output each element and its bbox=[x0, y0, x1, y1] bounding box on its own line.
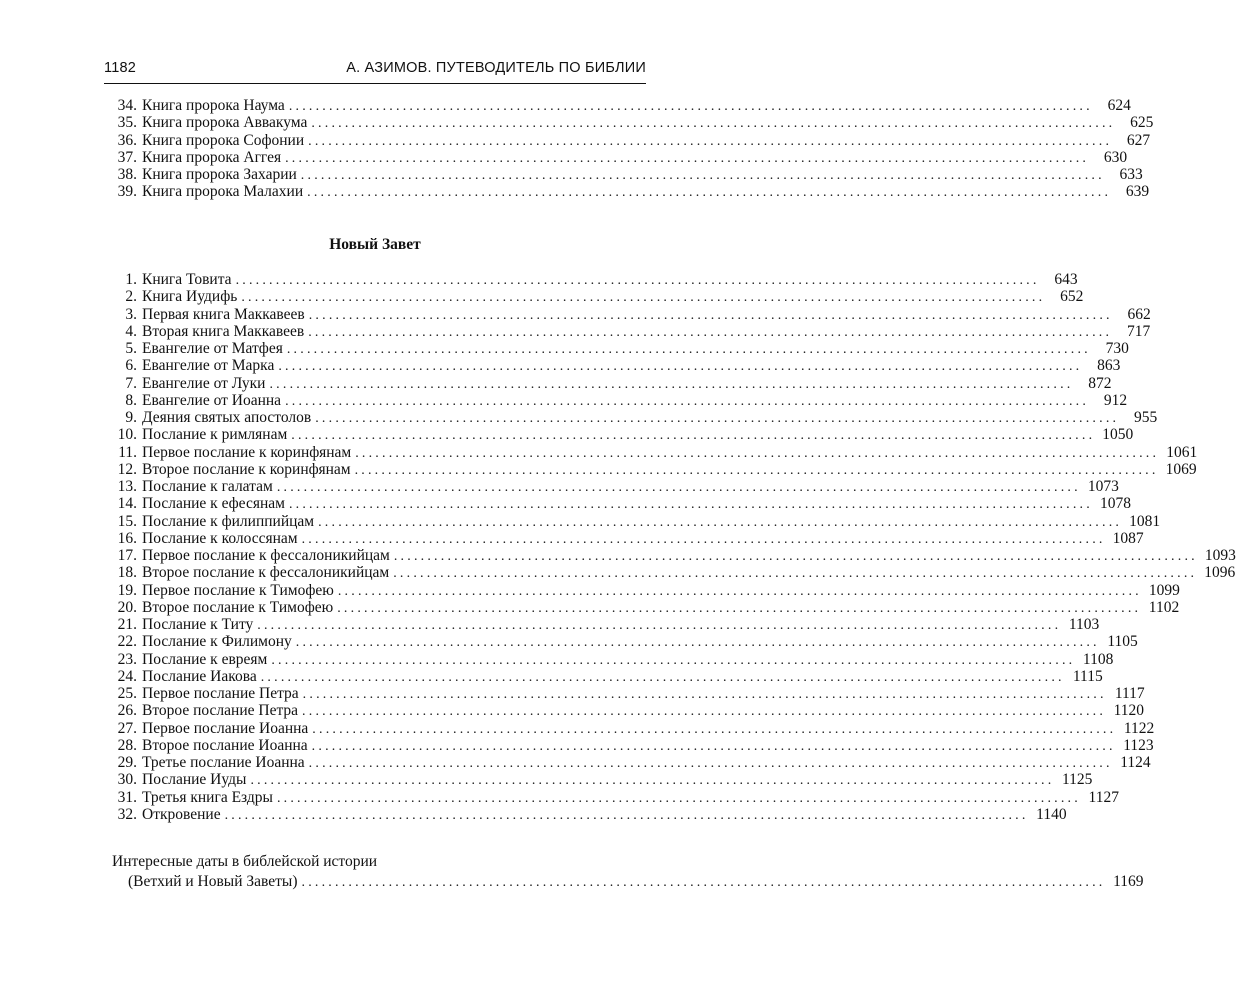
dot-leader: ........................................................................................................................ bbox=[312, 721, 1117, 737]
toc-entry-title: Книга пророка Наума bbox=[142, 97, 285, 114]
toc-entry-number: 18. bbox=[117, 564, 137, 582]
dot-leader: ........................................................................................................................ bbox=[301, 875, 1106, 890]
toc-entry-number: 34. bbox=[117, 97, 137, 114]
toc-entry-title: Послание к филиппийцам bbox=[142, 512, 315, 530]
dot-leader: ........................................................................................................................ bbox=[269, 376, 1074, 392]
header-divider bbox=[104, 83, 646, 84]
toc-entry[interactable] bbox=[104, 166, 1143, 183]
appendix-title-row bbox=[104, 872, 1144, 892]
toc-entry[interactable] bbox=[104, 667, 1103, 685]
toc-entry-page-number: 1078 bbox=[1099, 495, 1131, 513]
appendix-title-line2: (Ветхий и Новый Заветы) bbox=[128, 873, 298, 890]
dot-leader: ........................................................................................................................ bbox=[291, 428, 1096, 444]
toc-entry-title: Книга пророка Софонии bbox=[142, 131, 305, 149]
toc-entry[interactable] bbox=[104, 754, 1151, 771]
toc-entry-number: 32. bbox=[117, 805, 137, 823]
toc-entry-title: Книга пророка Малахии bbox=[142, 183, 304, 201]
toc-entry-page-number: 1122 bbox=[1123, 719, 1155, 737]
dot-leader: ........................................................................................................................ bbox=[286, 342, 1091, 357]
toc-entry-page-number: 1117 bbox=[1114, 685, 1145, 702]
appendix-title-line1: Интересные даты в библейской истории bbox=[112, 853, 378, 870]
toc-entry-number: 37. bbox=[117, 148, 137, 166]
toc-entry-number: 9. bbox=[125, 409, 137, 426]
toc-entry[interactable] bbox=[104, 495, 1131, 513]
toc-entry-page-number: 1093 bbox=[1204, 547, 1236, 564]
dot-leader: ........................................................................................................................ bbox=[285, 393, 1090, 409]
toc-entry-title: Послание Иуды bbox=[142, 771, 247, 789]
toc-entry-title: Послание к евреям bbox=[142, 650, 268, 668]
toc-entry-page-number: 912 bbox=[1103, 391, 1128, 409]
toc-entry-title: Первое послание Петра bbox=[142, 685, 299, 702]
dot-leader: ........................................................................................................................ bbox=[337, 600, 1142, 616]
toc-entry[interactable] bbox=[104, 131, 1151, 149]
toc-entry[interactable] bbox=[104, 374, 1112, 392]
dot-leader: ........................................................................................................................ bbox=[276, 480, 1081, 495]
toc-entry-page-number: 1108 bbox=[1082, 650, 1114, 668]
toc-entry[interactable] bbox=[104, 460, 1197, 478]
toc-entry-title: Послание к галатам bbox=[142, 478, 273, 495]
toc-entry-page-number: 633 bbox=[1119, 166, 1143, 183]
toc-entry[interactable] bbox=[104, 564, 1236, 582]
toc-entry-title: Послание к колоссянам bbox=[142, 529, 298, 547]
toc-entry-title: Книга Иудифь bbox=[142, 288, 238, 306]
toc-entry-title: Послание к Титу bbox=[142, 616, 254, 633]
toc-entry-page-number: 863 bbox=[1097, 357, 1121, 375]
toc-entry[interactable] bbox=[104, 547, 1236, 564]
toc-entry-page-number: 1115 bbox=[1072, 667, 1103, 685]
toc-entry-title: Третья книга Ездры bbox=[142, 788, 273, 806]
toc-entry[interactable] bbox=[104, 702, 1145, 720]
toc-entry[interactable] bbox=[104, 788, 1119, 806]
toc-entry-page-number: 1099 bbox=[1148, 581, 1180, 599]
dot-leader: ........................................................................................................................ bbox=[257, 618, 1062, 633]
toc-entry-title: Третье послание Иоанна bbox=[142, 754, 305, 771]
toc-entry-number: 29. bbox=[117, 754, 137, 771]
toc-entry-number: 14. bbox=[117, 495, 137, 513]
toc-entry-number: 35. bbox=[117, 114, 137, 132]
toc-entry-title: Второе послание Петра bbox=[142, 702, 299, 720]
toc-entry-page-number: 1120 bbox=[1113, 702, 1145, 720]
toc-entry[interactable] bbox=[104, 616, 1100, 633]
toc-entry-page-number: 1061 bbox=[1166, 443, 1198, 461]
toc-entry-title: Евангелие от Луки bbox=[142, 374, 266, 392]
dot-leader: ........................................................................................................................ bbox=[308, 307, 1113, 323]
toc-entry[interactable] bbox=[104, 719, 1155, 737]
toc-entry-page-number: 1123 bbox=[1123, 736, 1154, 754]
toc-entry[interactable] bbox=[104, 685, 1145, 702]
toc-entry-page-number: 1069 bbox=[1165, 460, 1197, 478]
toc-entry-title: Послание к Филимону bbox=[142, 633, 292, 651]
dot-leader: ........................................................................................................................ bbox=[271, 652, 1076, 668]
toc-entry-title: Откровение bbox=[142, 805, 221, 823]
toc-entry[interactable] bbox=[104, 771, 1093, 789]
toc-entry-page-number: 643 bbox=[1054, 271, 1078, 288]
dot-leader: ........................................................................................................................ bbox=[278, 359, 1083, 375]
toc-entry-number: 30. bbox=[117, 771, 137, 789]
toc-entry-number: 16. bbox=[117, 529, 137, 547]
toc-entry[interactable] bbox=[104, 391, 1128, 409]
toc-entry-title: Первое послание к фессалоникийцам bbox=[142, 547, 390, 564]
toc-entry-page-number: 639 bbox=[1125, 183, 1150, 201]
toc-entry-number: 21. bbox=[117, 616, 137, 633]
toc-entry-title: Послание к ефесянам bbox=[142, 495, 285, 513]
toc-entry-page-number: 1103 bbox=[1068, 616, 1100, 633]
toc-entry-number: 31. bbox=[117, 788, 137, 806]
toc-entry[interactable] bbox=[104, 512, 1161, 530]
toc-entry[interactable] bbox=[104, 97, 1131, 114]
toc-entry-number: 23. bbox=[117, 650, 137, 668]
toc-entry[interactable] bbox=[104, 148, 1128, 166]
dot-leader: ........................................................................................................................ bbox=[393, 549, 1198, 564]
toc-entry-title: Второе послание Иоанна bbox=[142, 736, 308, 754]
toc-entry-title: Первое послание к Тимофею bbox=[142, 581, 334, 599]
dot-leader: ........................................................................................................................ bbox=[315, 411, 1120, 426]
toc-entry-page-number: 662 bbox=[1127, 305, 1151, 323]
toc-entry-number: 20. bbox=[117, 598, 137, 616]
toc-entry[interactable] bbox=[104, 288, 1084, 306]
toc-entry-number: 17. bbox=[117, 547, 137, 564]
toc-entry[interactable] bbox=[104, 340, 1129, 357]
dot-leader: ........................................................................................................................ bbox=[308, 756, 1113, 771]
toc-entry-number: 39. bbox=[117, 183, 137, 201]
toc-entry-page-number: 717 bbox=[1126, 322, 1151, 340]
dot-leader: ........................................................................................................................ bbox=[308, 324, 1113, 340]
toc-entry[interactable] bbox=[104, 805, 1067, 823]
dot-leader: ........................................................................................................................ bbox=[307, 185, 1112, 201]
toc-entry[interactable] bbox=[104, 114, 1154, 132]
dot-leader: ........................................................................................................................ bbox=[295, 635, 1100, 651]
dot-leader: ........................................................................................................................ bbox=[302, 687, 1107, 702]
toc-entry-number: 5. bbox=[125, 340, 137, 357]
toc-entry-page-number: 730 bbox=[1105, 340, 1129, 357]
toc-entry[interactable] bbox=[104, 529, 1144, 547]
dot-leader: ........................................................................................................................ bbox=[250, 773, 1055, 789]
toc-entry-number: 11. bbox=[118, 443, 137, 461]
toc-entry-title: Евангелие от Матфея bbox=[142, 340, 283, 357]
toc-entry-title: Книга пророка Аггея bbox=[142, 148, 282, 166]
toc-entry-title: Книга пророка Аввакума bbox=[142, 114, 308, 132]
toc-entry-number: 27. bbox=[117, 719, 137, 737]
toc-entry-number: 3. bbox=[125, 305, 137, 323]
dot-leader: ........................................................................................................................ bbox=[224, 807, 1029, 823]
dot-leader: ........................................................................................................................ bbox=[393, 566, 1198, 582]
toc-entry-page-number: 625 bbox=[1130, 114, 1154, 132]
toc-entry-page-number: 1140 bbox=[1036, 805, 1067, 823]
running-head bbox=[104, 60, 646, 76]
old-testament-toc-list bbox=[104, 97, 1154, 201]
toc-entry-page-number: 652 bbox=[1060, 288, 1084, 306]
dot-leader: ........................................................................................................................ bbox=[318, 514, 1123, 530]
toc-entry-title: Второе послание к Тимофею bbox=[142, 598, 334, 616]
toc-entry[interactable] bbox=[104, 736, 1154, 754]
dot-leader: ........................................................................................................................ bbox=[276, 790, 1081, 806]
dot-leader: ........................................................................................................................ bbox=[288, 99, 1093, 114]
dot-leader: ........................................................................................................................ bbox=[311, 116, 1116, 132]
dot-leader: ........................................................................................................................ bbox=[241, 290, 1046, 306]
toc-entry-page-number: 1073 bbox=[1087, 478, 1119, 495]
toc-entry-title: Вторая книга Маккавеев bbox=[142, 322, 305, 340]
dot-leader: ........................................................................................................................ bbox=[235, 273, 1040, 288]
toc-entry-number: 25. bbox=[117, 685, 137, 702]
new-testament-toc-list bbox=[104, 271, 1236, 823]
dot-leader: ........................................................................................................................ bbox=[300, 168, 1105, 183]
toc-entry-number: 36. bbox=[117, 131, 137, 149]
toc-entry[interactable] bbox=[104, 271, 1078, 288]
toc-entry-title: Евангелие от Иоанна bbox=[142, 391, 282, 409]
toc-entry-page-number: 1102 bbox=[1148, 598, 1180, 616]
toc-entry-number: 6. bbox=[125, 357, 137, 375]
toc-entry[interactable] bbox=[104, 478, 1119, 495]
dot-leader: ........................................................................................................................ bbox=[337, 583, 1142, 599]
toc-entry-title: Евангелие от Марка bbox=[142, 357, 275, 375]
toc-entry-page-number: 630 bbox=[1103, 148, 1128, 166]
toc-entry-number: 28. bbox=[117, 736, 137, 754]
dot-leader: ........................................................................................................................ bbox=[301, 531, 1106, 547]
toc-entry-number: 38. bbox=[117, 166, 137, 183]
toc-entry[interactable] bbox=[104, 581, 1180, 599]
section-title-new-testament: Новый Завет bbox=[329, 236, 421, 253]
page-number: 1182 bbox=[104, 60, 136, 76]
toc-entry-number: 10. bbox=[117, 426, 137, 444]
toc-entry-page-number: 955 bbox=[1133, 409, 1158, 426]
toc-entry-number: 2. bbox=[125, 288, 137, 306]
appendix-page-number: 1169 bbox=[1113, 873, 1144, 890]
toc-entry-page-number: 627 bbox=[1126, 131, 1151, 149]
dot-leader: ........................................................................................................................ bbox=[308, 133, 1113, 149]
toc-entry-title: Книга пророка Захарии bbox=[142, 166, 297, 183]
toc-entry-number: 4. bbox=[125, 322, 137, 340]
toc-entry-title: Послание к римлянам bbox=[142, 426, 288, 444]
dot-leader: ........................................................................................................................ bbox=[288, 497, 1093, 513]
toc-entry-number: 13. bbox=[117, 478, 137, 495]
toc-entry-page-number: 1124 bbox=[1120, 754, 1151, 771]
toc-entry-title: Послание Иакова bbox=[142, 667, 257, 685]
toc-entry-number: 26. bbox=[117, 702, 137, 720]
toc-entry-page-number: 1105 bbox=[1107, 633, 1138, 651]
toc-entry-page-number: 1127 bbox=[1088, 788, 1119, 806]
toc-entry-title: Первое послание Иоанна bbox=[142, 719, 309, 737]
toc-entry-number: 8. bbox=[125, 391, 137, 409]
dot-leader: ........................................................................................................................ bbox=[260, 669, 1065, 685]
toc-entry[interactable] bbox=[104, 426, 1134, 444]
running-title: А. АЗИМОВ. ПУТЕВОДИТЕЛЬ ПО БИБЛИИ bbox=[346, 60, 646, 76]
toc-entry-page-number: 1087 bbox=[1112, 529, 1144, 547]
toc-entry[interactable] bbox=[104, 650, 1114, 668]
toc-entry[interactable] bbox=[104, 633, 1138, 651]
toc-entry-number: 19. bbox=[117, 581, 137, 599]
appendix-entry[interactable] bbox=[104, 852, 1144, 892]
toc-entry-page-number: 1125 bbox=[1062, 771, 1093, 789]
toc-entry[interactable] bbox=[104, 183, 1150, 201]
dot-leader: ........................................................................................................................ bbox=[302, 704, 1107, 720]
toc-entry[interactable] bbox=[104, 443, 1198, 461]
toc-entry-page-number: 1096 bbox=[1204, 564, 1236, 582]
toc-entry-number: 1. bbox=[125, 271, 137, 288]
toc-entry-title: Второе послание к фессалоникийцам bbox=[142, 564, 390, 582]
toc-entry-title: Второе послание к коринфянам bbox=[142, 460, 351, 478]
toc-entry-number: 12. bbox=[117, 460, 137, 478]
toc-entry-number: 24. bbox=[117, 667, 137, 685]
toc-entry[interactable] bbox=[104, 357, 1121, 375]
toc-entry[interactable] bbox=[104, 598, 1180, 616]
dot-leader: ........................................................................................................................ bbox=[355, 445, 1160, 461]
toc-entry-title: Первая книга Маккавеев bbox=[142, 305, 305, 323]
toc-entry-title: Книга Товита bbox=[142, 271, 232, 288]
toc-entry[interactable] bbox=[104, 322, 1151, 340]
toc-entry-number: 7. bbox=[125, 374, 137, 392]
toc-entry-page-number: 1050 bbox=[1102, 426, 1134, 444]
toc-entry[interactable] bbox=[104, 305, 1151, 323]
toc-entry[interactable] bbox=[104, 409, 1158, 426]
toc-entry-page-number: 624 bbox=[1107, 97, 1131, 114]
toc-entry-number: 15. bbox=[117, 512, 137, 530]
toc-entry-title: Первое послание к коринфянам bbox=[142, 443, 352, 461]
toc-entry-title: Деяния святых апостолов bbox=[142, 409, 312, 426]
dot-leader: ........................................................................................................................ bbox=[354, 462, 1159, 478]
toc-entry-page-number: 872 bbox=[1088, 374, 1112, 392]
dot-leader: ........................................................................................................................ bbox=[311, 738, 1116, 754]
dot-leader: ........................................................................................................................ bbox=[285, 150, 1090, 166]
toc-entry-page-number: 1081 bbox=[1129, 512, 1161, 530]
toc-entry-number: 22. bbox=[117, 633, 137, 651]
